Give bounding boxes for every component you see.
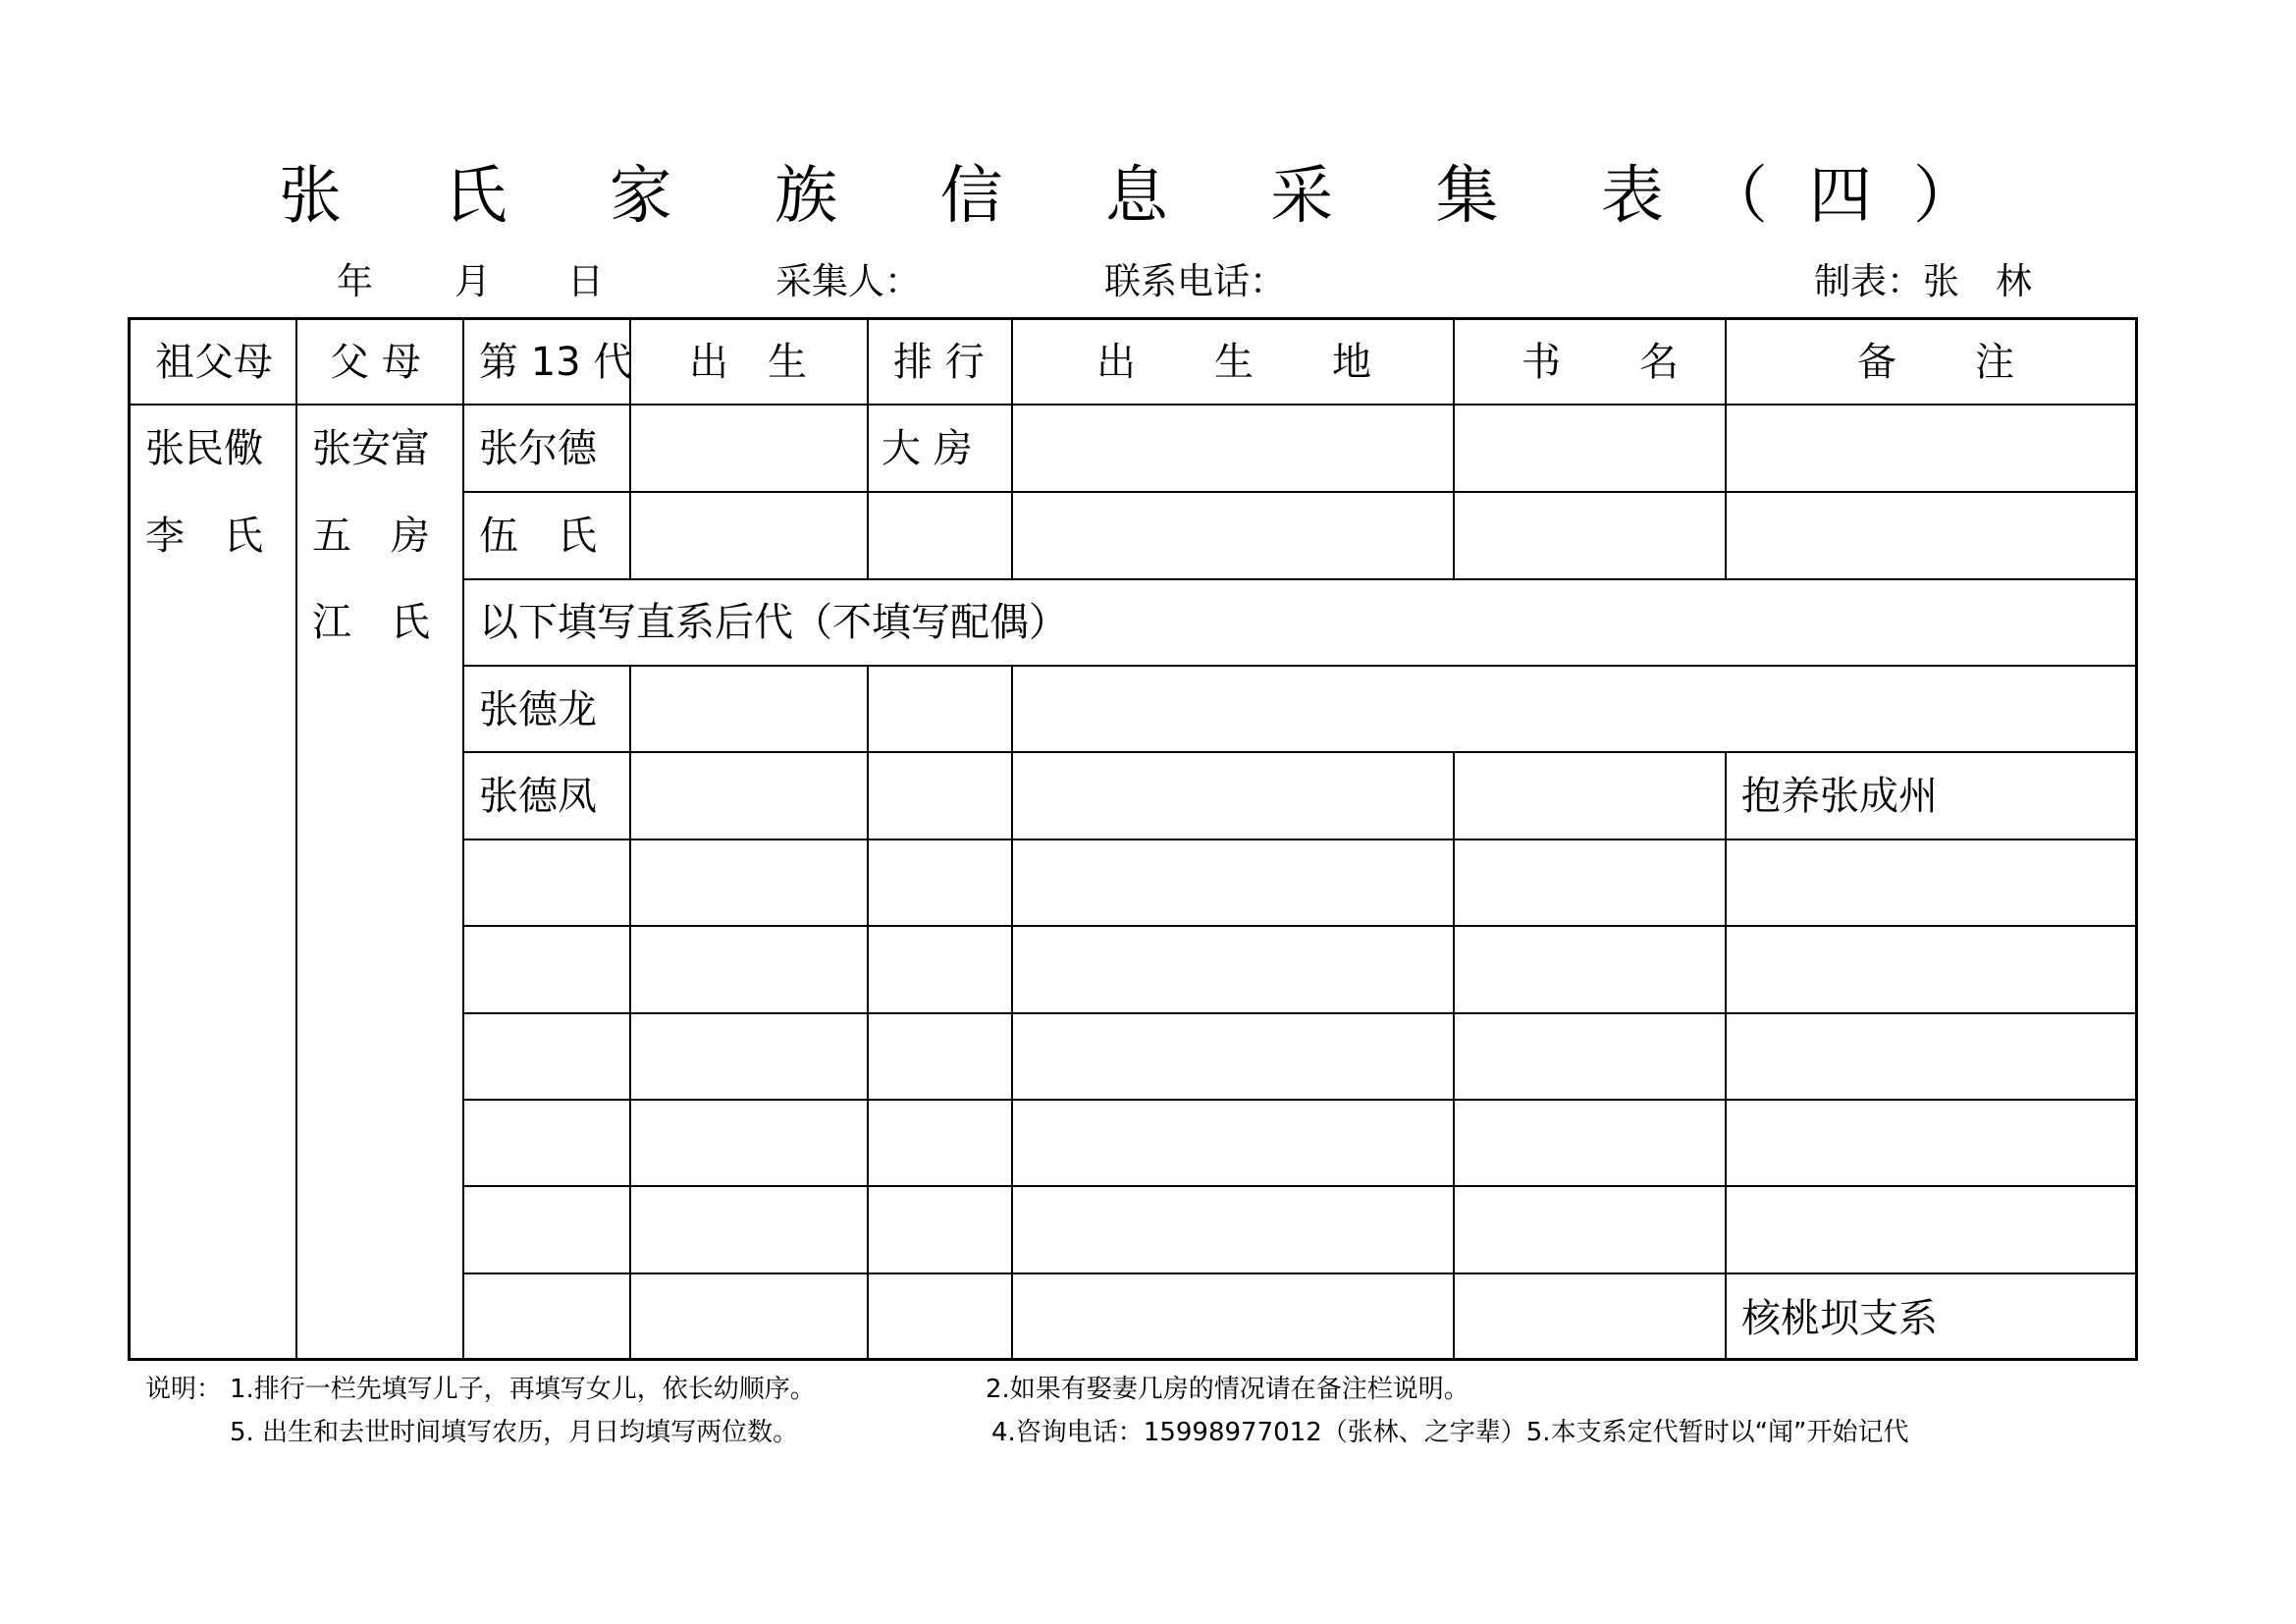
- grandmother-name: 李 氏: [145, 514, 263, 559]
- note-3: 5. 出生和去世时间填写农历，月日均填写两位数。: [230, 1418, 799, 1447]
- gen13-rank: 大 房: [881, 426, 973, 471]
- date-day-label: 日: [567, 260, 604, 302]
- header-rank: 排 行: [893, 340, 985, 385]
- notes-label: 说明：: [145, 1375, 223, 1404]
- phone-label: 联系电话：: [1104, 260, 1286, 302]
- gen13-spouse: 伍 氏: [479, 514, 597, 559]
- header-remarks: 备 注: [1857, 340, 2014, 385]
- family-info-table: [128, 317, 2138, 1361]
- direct-descendants-note: 以下填写直系后代（不填写配偶）: [479, 600, 1068, 645]
- table-maker-label: 制表：张 林: [1814, 260, 2032, 302]
- collector-label: 采集人：: [775, 260, 921, 302]
- father-name: 张安富: [312, 426, 430, 471]
- page-title: 张 氏 家 族 信 息 采 集 表（四）: [279, 160, 2017, 233]
- mother-name: 江 氏: [312, 600, 430, 645]
- date-month-label: 月: [454, 260, 491, 302]
- header-grandparents: 祖父母: [155, 340, 273, 385]
- note-4: 4.咨询电话：15998977012（张林、之字辈）5.本支系定代暂时以“闻”开始记代: [991, 1418, 1909, 1447]
- grandfather-name: 张民儆: [145, 426, 263, 471]
- header-birthplace: 出 生 地: [1096, 340, 1371, 385]
- descendant-name: 张德凤: [479, 774, 597, 819]
- father-house-rank: 五 房: [312, 514, 430, 559]
- remark-adoption: 抱养张成州: [1741, 774, 1938, 819]
- note-2: 2.如果有娶妻几房的情况请在备注栏说明。: [986, 1375, 1469, 1404]
- descendant-name: 张德龙: [479, 687, 597, 732]
- remark-branch: 核桃坝支系: [1741, 1296, 1938, 1341]
- date-year-label: 年: [337, 260, 373, 302]
- header-book-name: 书 名: [1522, 340, 1679, 385]
- note-1: 1.排行一栏先填写儿子，再填写女儿，依长幼顺序。: [230, 1375, 816, 1404]
- header-parents: 父 母: [330, 340, 421, 385]
- header-generation-13: 第 13 代: [479, 340, 633, 385]
- gen13-name: 张尔德: [479, 426, 597, 471]
- header-birth: 出 生: [689, 340, 807, 385]
